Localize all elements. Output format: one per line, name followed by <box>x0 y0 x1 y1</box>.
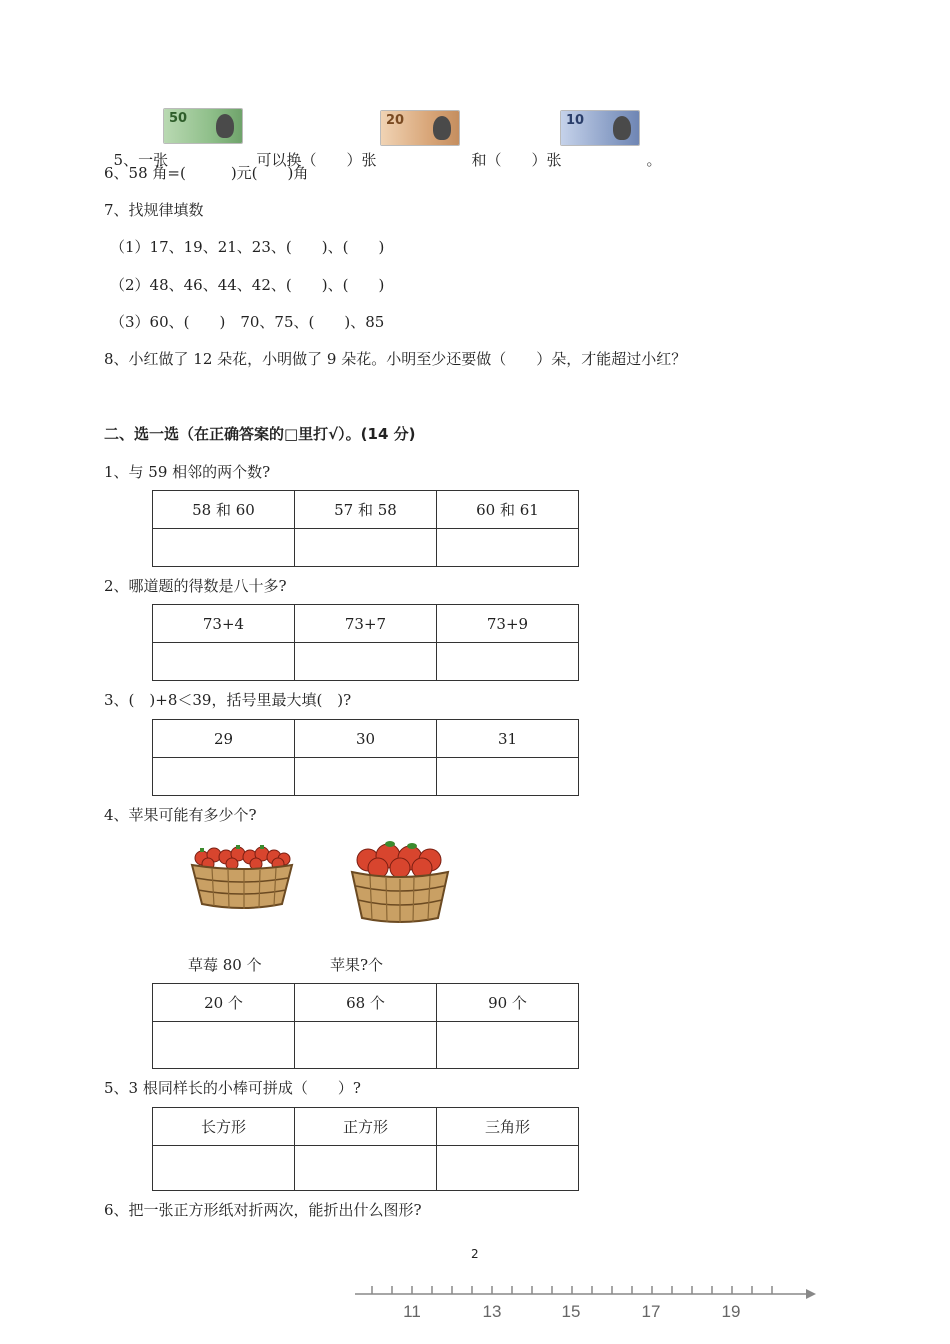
q7-title: 7、找规律填数 <box>104 201 204 219</box>
p2-q1-answer-b[interactable] <box>295 529 437 567</box>
p2-q5-option-a: 长方形 <box>153 1108 295 1146</box>
banknote-50-image <box>163 108 243 144</box>
q7-item-1: （1）17、19、21、23、( )、( ) <box>110 238 385 256</box>
part2-title: 二、选一选（在正确答案的□里打√）。(14 分) <box>104 425 416 443</box>
strawberry-caption: 草莓 80 个 <box>188 956 262 974</box>
p2-q5-option-c: 三角形 <box>437 1108 579 1146</box>
number-line-label-13: 13 <box>482 1302 502 1321</box>
page-number: 2 <box>471 1247 479 1261</box>
p2-q3-answer-c[interactable] <box>437 758 579 796</box>
p2-q4-options-table <box>152 983 579 1069</box>
number-line-figure <box>350 1280 820 1344</box>
p2-q3-text: 3、( )+8＜39，括号里最大填( )? <box>104 691 352 709</box>
p2-q6-text: 6、把一张正方形纸对折两次，能折出什么图形? <box>104 1201 422 1219</box>
p2-q2-answer-a[interactable] <box>153 643 295 681</box>
p2-q5-option-b: 正方形 <box>295 1108 437 1146</box>
p2-q2-answer-b[interactable] <box>295 643 437 681</box>
p2-q1-option-c: 60 和 61 <box>437 491 579 529</box>
strawberry-basket-image <box>188 838 296 912</box>
p2-q2-option-a: 73+4 <box>153 605 295 643</box>
apple-basket-image <box>350 836 450 924</box>
p2-q2-text: 2、哪道题的得数是八十多? <box>104 577 287 595</box>
q5-mid1: 可以换（ ）张 <box>256 151 377 169</box>
note-10-denom: 10 <box>566 113 585 128</box>
banknote-10-image <box>560 110 640 146</box>
q5-mid2-line <box>462 130 562 170</box>
p2-q1-option-a: 58 和 60 <box>153 491 295 529</box>
p2-q4-answer-a[interactable] <box>153 1022 295 1069</box>
q7-item-2: （2）48、46、44、42、( )、( ) <box>110 276 385 294</box>
q5-mid2: 和（ ）张 <box>471 151 562 169</box>
number-line-label-19: 19 <box>721 1302 741 1321</box>
p2-q2-options-table <box>152 604 579 681</box>
p2-q5-text: 5、3 根同样长的小棒可拼成（ ）? <box>104 1079 361 1097</box>
p2-q3-option-b: 30 <box>295 720 437 758</box>
apples <box>357 844 441 878</box>
p2-q1-options-table <box>152 490 579 567</box>
q8-text: 8、小红做了 12 朵花，小明做了 9 朵花。小明至少还要做（ ）朵，才能超过小红？ <box>104 350 687 368</box>
banknote-20-image <box>380 110 460 146</box>
p2-q1-answer-c[interactable] <box>437 529 579 567</box>
p2-q3-option-c: 31 <box>437 720 579 758</box>
p2-q4-answer-c[interactable] <box>437 1022 579 1069</box>
p2-q5-answer-c[interactable] <box>437 1146 579 1191</box>
number-line-label-11: 11 <box>403 1302 421 1321</box>
q7-item-3: （3）60、( ) 70、75、( )、85 <box>110 313 385 331</box>
p2-q5-options-table <box>152 1107 579 1191</box>
p2-q4-text: 4、苹果可能有多少个? <box>104 806 257 824</box>
number-line-label-17: 17 <box>641 1302 661 1321</box>
number-line-ticks <box>372 1286 772 1294</box>
p2-q3-answer-b[interactable] <box>295 758 437 796</box>
p2-q2-option-b: 73+7 <box>295 605 437 643</box>
q6-text: 6、58 角=( )元( )角 <box>104 164 309 182</box>
note-20-denom: 20 <box>386 113 405 128</box>
p2-q1-text: 1、与 59 相邻的两个数? <box>104 463 271 481</box>
q5-prefix: 5、一张 <box>113 151 169 169</box>
p2-q5-answer-b[interactable] <box>295 1146 437 1191</box>
q5-suffix-line <box>637 130 662 170</box>
q5-suffix: 。 <box>646 151 662 169</box>
p2-q3-option-a: 29 <box>153 720 295 758</box>
p2-q1-answer-a[interactable] <box>153 529 295 567</box>
p2-q1-option-b: 57 和 58 <box>295 491 437 529</box>
p2-q2-answer-c[interactable] <box>437 643 579 681</box>
p2-q2-option-c: 73+9 <box>437 605 579 643</box>
p2-q5-answer-a[interactable] <box>153 1146 295 1191</box>
p2-q4-option-a: 20 个 <box>153 984 295 1022</box>
p2-q3-answer-a[interactable] <box>153 758 295 796</box>
note-50-denom: 50 <box>169 111 188 126</box>
p2-q4-option-c: 90 个 <box>437 984 579 1022</box>
p2-q3-options-table <box>152 719 579 796</box>
p2-q4-option-b: 68 个 <box>295 984 437 1022</box>
number-line-label-15: 15 <box>561 1302 581 1321</box>
p2-q4-answer-b[interactable] <box>295 1022 437 1069</box>
apple-caption: 苹果?个 <box>330 956 384 974</box>
